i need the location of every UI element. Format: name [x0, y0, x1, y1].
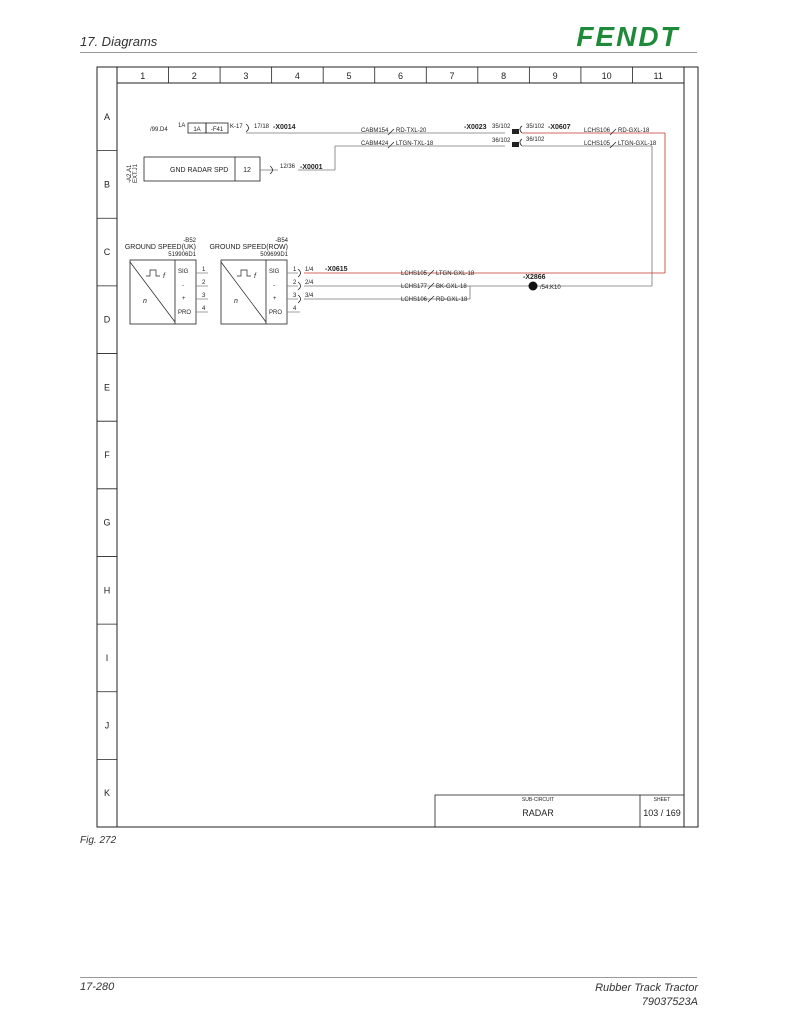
- splice-node: [529, 282, 538, 291]
- svg-text:n: n: [234, 298, 238, 305]
- column-label: 11: [653, 71, 663, 81]
- module-side-label-2: EXT.J1: [133, 163, 139, 183]
- title-block: [435, 795, 684, 827]
- x0023-pin1: 35/102: [492, 124, 511, 130]
- svg-text:3: 3: [202, 293, 206, 299]
- svg-text:LCHS105: LCHS105: [401, 271, 428, 277]
- column-label: 8: [501, 71, 507, 81]
- svg-text:f: f: [163, 273, 165, 280]
- x0023-pin2: 36/102: [492, 138, 511, 144]
- svg-text:4: 4: [293, 306, 297, 312]
- sensor-b52-part: 519906D1: [168, 252, 196, 258]
- svg-text:BK-GXL-18: BK-GXL-18: [436, 284, 467, 290]
- sensor-b54-part: 509699D1: [260, 252, 288, 258]
- footer-info: [595, 981, 698, 1009]
- row-a-circuit: [150, 123, 665, 286]
- row-label: A: [103, 111, 111, 122]
- svg-text:PRO: PRO: [178, 310, 192, 316]
- column-label: 2: [191, 71, 197, 81]
- connector-x0001: -X0001: [300, 164, 323, 171]
- column-label: 6: [397, 71, 404, 81]
- row-label: H: [103, 585, 111, 596]
- x0607-pin1: 35/102: [526, 124, 545, 130]
- sensor-b54-name: GROUND SPEED(ROW): [209, 244, 288, 251]
- wire-lchs105-spec: LTGN-GXL-18: [618, 141, 657, 147]
- subcircuit-label: SUB-CIRCUIT: [521, 797, 555, 803]
- connector-x0023: -X0023: [464, 124, 487, 131]
- svg-text:n: n: [143, 298, 147, 305]
- section-title: 17. Diagrams: [80, 34, 158, 49]
- row-labels: [103, 112, 110, 798]
- svg-text:LCHS177: LCHS177: [401, 284, 428, 290]
- x0023-pin-block: [512, 129, 519, 134]
- wire-cabm154-id: CABM154: [361, 128, 389, 134]
- connector-x0615: -X0615: [325, 266, 348, 273]
- doc-number: 79037523A: [641, 996, 698, 1008]
- pin-x0014: 17/18: [254, 124, 270, 130]
- fuse-f41-label: -F41: [210, 127, 224, 133]
- ref-label: /99.D4: [150, 127, 168, 133]
- module-side-label-1: -A2.A1: [127, 164, 133, 183]
- svg-text:FENDT: FENDT: [576, 22, 680, 50]
- svg-text:SIG: SIG: [269, 269, 280, 275]
- module-name: GND RADAR SPD: [170, 167, 229, 174]
- column-label: 1: [140, 71, 146, 81]
- row-label: C: [103, 247, 111, 258]
- footer-rule: [80, 977, 697, 978]
- column-label: 5: [346, 71, 352, 81]
- row-label: E: [103, 382, 111, 393]
- svg-text:f: f: [254, 273, 256, 280]
- svg-text:2: 2: [202, 280, 206, 286]
- svg-text:-: -: [182, 283, 184, 289]
- svg-text:4: 4: [202, 306, 206, 312]
- wire-lchs106-spec: RD-GXL-18: [618, 128, 650, 134]
- sensor-b54-ref: -B54: [275, 238, 288, 244]
- sheet-label: SHEET: [653, 797, 671, 803]
- subcircuit-name: RADAR: [522, 808, 554, 818]
- svg-text:3/4: 3/4: [305, 293, 314, 299]
- product-name: Rubber Track Tractor: [595, 982, 698, 994]
- wire-lchs105-id: LCHS105: [584, 141, 611, 147]
- row-label: J: [104, 720, 110, 731]
- row-label: I: [105, 652, 109, 663]
- sheet-number: 103 / 169: [643, 808, 681, 818]
- svg-text:RD-GXL-18: RD-GXL-18: [436, 297, 468, 303]
- splice-x2866: -X2866: [523, 274, 546, 281]
- svg-text:1: 1: [293, 267, 297, 273]
- column-label: 3: [243, 71, 249, 81]
- svg-text:1: 1: [202, 267, 206, 273]
- column-label: 4: [294, 71, 300, 81]
- splice-ref: /54.K10: [540, 285, 561, 291]
- wire-cabm424-spec: LTGN-TXL-18: [396, 141, 434, 147]
- svg-text:PRO: PRO: [269, 310, 283, 316]
- wire-cabm154-spec: RD-TXL-20: [396, 128, 427, 134]
- column-label: 10: [601, 71, 612, 81]
- wire-lchs106-id: LCHS106: [584, 128, 611, 134]
- svg-text:2/4: 2/4: [305, 280, 314, 286]
- connector-x0014-symbol: [246, 124, 249, 132]
- fuse-rating: 1A: [178, 123, 186, 129]
- row-label: D: [103, 314, 111, 325]
- row-label: F: [104, 450, 110, 460]
- column-label: 9: [552, 71, 558, 81]
- module-pin: 12: [243, 167, 251, 174]
- page-number: 17-280: [80, 981, 115, 993]
- svg-text:-: -: [273, 283, 275, 289]
- sensor-b54: [209, 238, 300, 324]
- row-b-module: [127, 157, 335, 183]
- fuse-pin: K-17: [230, 124, 243, 130]
- connector-x0607: -X0607: [548, 124, 571, 131]
- sensor-b52-ref: -B52: [183, 238, 196, 244]
- row-label: G: [103, 517, 111, 528]
- fuse-box-label: 1A: [193, 127, 201, 133]
- svg-text:LTGN-GXL-18: LTGN-GXL-18: [436, 271, 475, 277]
- svg-text:SIG: SIG: [178, 269, 189, 275]
- row-label: K: [103, 788, 111, 799]
- column-label: 7: [449, 71, 455, 81]
- svg-text:1/4: 1/4: [305, 267, 314, 273]
- sensor-b52: [125, 238, 208, 324]
- svg-text:+: +: [273, 296, 277, 302]
- figure-caption: Fig. 272: [80, 835, 117, 846]
- column-labels: [140, 71, 663, 81]
- wire-cabm424-id: CABM424: [361, 141, 389, 147]
- svg-text:LCHS106: LCHS106: [401, 297, 428, 303]
- x0607-pin2: 36/102: [526, 137, 545, 143]
- row-label: B: [103, 179, 111, 190]
- pin-x0001: 12/36: [280, 164, 296, 170]
- row-c-harness: [287, 266, 665, 303]
- sensor-b52-name: GROUND SPEED(UK): [124, 244, 196, 251]
- connector-x0014: -X0014: [273, 124, 296, 131]
- svg-text:3: 3: [293, 293, 297, 299]
- svg-text:2: 2: [293, 280, 297, 286]
- svg-text:+: +: [182, 296, 186, 302]
